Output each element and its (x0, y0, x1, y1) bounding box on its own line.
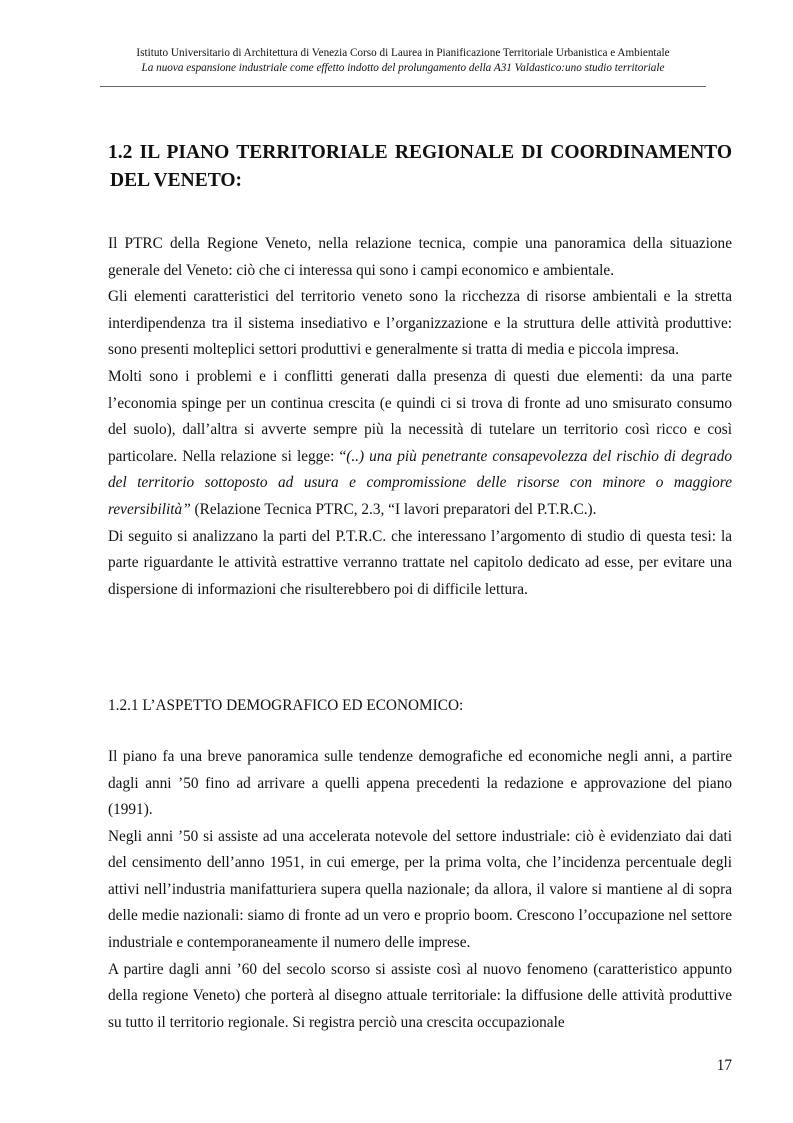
header-institution: Istituto Universitario di Architettura di Venezia Corso di Laurea in Pianificazione Territoriale Urbanistica e Ambientale (136, 47, 670, 59)
paragraph: Gli elementi caratteristici del territorio veneto sono la ricchezza di risorse ambientali e la stretta interdipendenza tra il sistema insediativo e l’organizzazione e la struttura delle attività produttive: sono presenti molteplici settori produttivi e generalmente si tratta di media e piccola impresa. (108, 288, 732, 359)
citation-text: (Relazione Tecnica PTRC, 2.3, “I lavori preparatori del P.T.R.C.). (190, 500, 597, 518)
header-thesis-title: La nuova espansione industriale come effetto indotto del prolungamento della A31 Valdastico:uno studio territoriale (141, 62, 665, 74)
quoted-text: (..) una più penetrante consapevolezza del rischio di degrado del territorio sottoposto ad usura e compromissione delle risorse con minore o maggiore reversibilità” (108, 447, 732, 518)
paragraph: Il PTRC della Regione Veneto, nella relazione tecnica, compie una panoramica della situazione generale del Veneto: ciò che ci interessa qui sono i campi economico e ambientale. (108, 235, 732, 279)
paragraph: Di seguito si analizzano la parti del P.T.R.C. che interessano l’argomento di studio di questa tesi: la parte riguardante le attività estrattive verranno trattate nel capitolo dedicato ad esse, per evitare una dispersione di informazioni che risulterebbero poi di difficile lettura. (108, 527, 732, 598)
paragraph-text: Molti sono i problemi e i conflitti generati dalla presenza di questi due elementi: da una parte l’economia spinge per un continua crescita (e quindi ci si trova di fronte ad uno smisurato consumo del suolo), dall’altra si avverte sempre più la necessità di tutelare un territorio così ricco e così particolare. Nella relazione si legge: “ (108, 367, 732, 465)
section-title-line-1: 1.2 IL PIANO TERRITORIALE REGIONALE DI COORDINAMENTO (108, 142, 732, 163)
page-number: 17 (716, 1057, 732, 1074)
section-title (108, 139, 732, 195)
paragraph-with-quote (108, 364, 732, 524)
paragraph: A partire dagli anni ’60 del secolo scorso si assiste così al nuovo fenomeno (caratteristico appunto della regione Veneto) che porterà al disegno attuale territoriale: la diffusione delle attività produttive su tutto il territorio regionale. Si registra perciò una crescita occupazionale (108, 960, 732, 1031)
subsection-title: 1.2.1 L’ASPETTO DEMOGRAFICO ED ECONOMICO: (108, 697, 464, 715)
header-divider (100, 86, 706, 87)
running-header (100, 46, 706, 76)
paragraph: Il piano fa una breve panoramica sulle tendenze demografiche ed economiche negli anni, a partire dagli anni ’50 fino ad arrivare a quelli appena precedenti la redazione e approvazione del piano (1991). (108, 747, 732, 819)
paragraph: Negli anni ’50 si assiste ad una accelerata notevole del settore industriale: ciò è evidenziato dai dati del censimento dell’anno 1951, in cui emerge, per la prima volta, che l’incidenza percentuale degli attivi nell’industria manifatturiera supera quella nazionale; da allora, il valore si mantiene al di sopra delle medie nazionali: siamo di fronte ad un vero e proprio boom. Crescono l’occupazione nel settore industriale e contemporaneamente il numero delle imprese. (108, 827, 732, 952)
page-body (108, 139, 732, 1036)
section-title-line-2: DEL VENETO: (110, 170, 243, 191)
